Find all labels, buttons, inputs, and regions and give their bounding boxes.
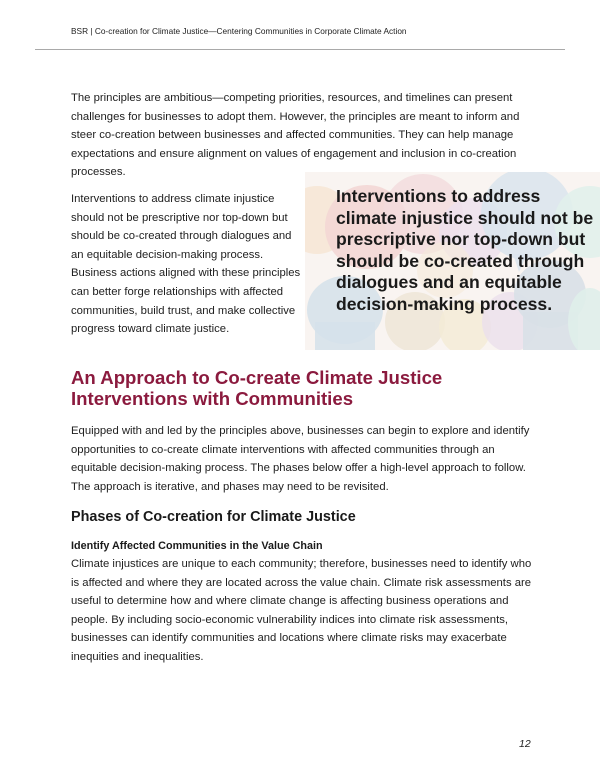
running-header: BSR | Co-creation for Climate Justice—Centering Communities in Corporate Climate Action xyxy=(71,26,407,36)
intro-paragraph: The principles are ambitious—competing priorities, resources, and timelines can present challenges for businesses to adopt them. However, the principles are meant to inform and steer co-creation between businesses and affected communities. They can help manage expectations and ensure alignment on values of engagement and inclusion in co-creation processes. xyxy=(71,92,520,179)
pull-quote-text: Interventions to address climate injustice should not be prescriptive nor top-down but should be co-created through dialogues and an equitable decision-making process. xyxy=(336,186,594,314)
phase-1-paragraph: Climate injustices are unique to each community; therefore, businesses need to identify who is affected and where they are located across the value chain. Climate risk assessments are useful to determine how and where climate change is affecting business operations and people. By including socio-economic vulnerability indices into climate risk assessments, businesses can identify communities and locations where climate risks may exacerbate inequities and inequalities. xyxy=(71,558,532,663)
phases-heading: Phases of Co-creation for Climate Justice xyxy=(71,509,356,525)
header-divider xyxy=(35,49,565,50)
page-number: 12 xyxy=(519,738,531,750)
approach-paragraph: Equipped with and led by the principles above, businesses can begin to explore and identify opportunities to co-create climate interventions with affected communities through an equitable decision-making process. The phases below offer a high-level approach to follow. The approach is iterative, and phases may need to be revisited. xyxy=(71,425,530,493)
section-heading: An Approach to Co-create Climate Justice Interventions with Communities xyxy=(71,367,443,409)
side-paragraph: Interventions to address climate injustice should not be prescriptive nor top-down but should be co-created through dialogues and an equitable decision-making process. Business actions aligned with these principles can better forge relationships with affected communities, build trust, and make collective progress toward climate justice. xyxy=(71,193,301,336)
phase-1-title: Identify Affected Communities in the Value Chain xyxy=(71,540,323,552)
pull-quote-callout xyxy=(305,172,600,350)
